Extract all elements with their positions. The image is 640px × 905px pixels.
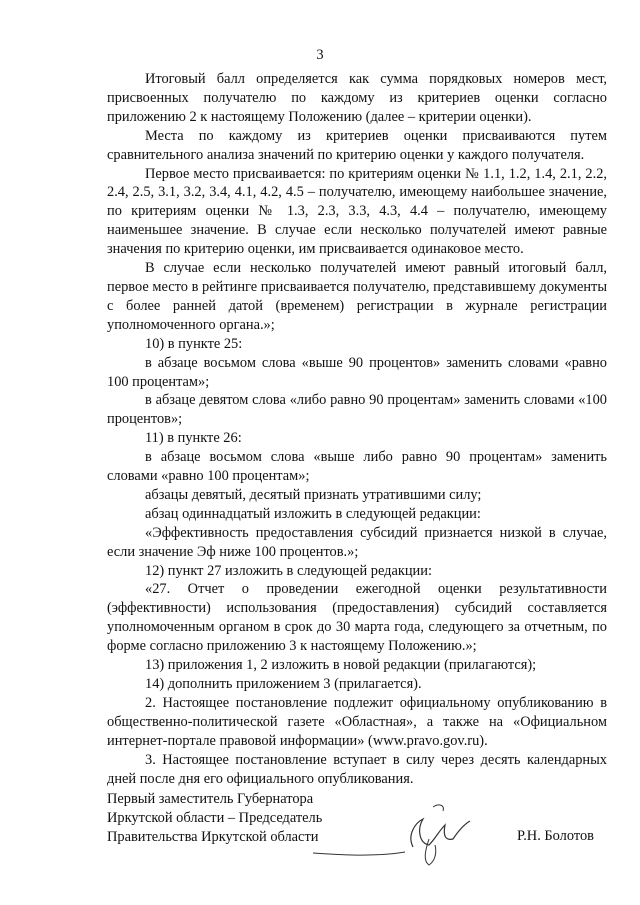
paragraph: 3. Настоящее постановление вступает в силу через десять календарных дней после дня его официального опубликования. bbox=[107, 751, 607, 787]
page-number: 3 bbox=[316, 47, 324, 63]
paragraph: В случае если несколько получателей имеют равный итоговый балл, первое место в рейтинге присваивается получателю, представившему документы с более ранней датой (временем) регистрации в журнале регистрации уполномоченного органа.»; bbox=[107, 260, 607, 333]
paragraph: Места по каждому из критериев оценки присваиваются путем сравнительного анализа значений по критерию оценки у каждого получателя. bbox=[107, 127, 607, 163]
paragraph: «27. Отчет о проведении ежегодной оценки результативности (эффективности) использования (предоставления) субсидий составляется уполномоченным органом в срок до 30 марта года, следующего за отчетным, по форме согласно приложению 3 к настоящему Положению.»; bbox=[107, 581, 607, 655]
paragraph: в абзаце восьмом слова «выше либо равно 90 процентам» заменить словами «равно 100 процентам»; bbox=[107, 449, 607, 485]
signatory-title-line: Правительства Иркутской области bbox=[107, 828, 319, 845]
paragraph: Итоговый балл определяется как сумма порядковых номеров мест, присвоенных получателю по каждому из критериев оценки согласно приложению 2 к настоящему Положению (далее – критерии оценки). bbox=[107, 71, 607, 125]
paragraph: в абзаце восьмом слова «выше 90 процентов» заменить словами «равно 100 процентам»; bbox=[107, 354, 607, 390]
paragraph: 11) в пункте 26: bbox=[145, 430, 242, 447]
paragraph: 2. Настоящее постановление подлежит официальному опубликованию в общественно-политической газете «Областная», а также на «Официальном интернет-портале правовой информации» (www.pravo.gov.ru). bbox=[107, 694, 607, 749]
paragraph: абзац одиннадцатый изложить в следующей редакции: bbox=[145, 505, 481, 522]
signatory-title-line: Первый заместитель Губернатора bbox=[107, 791, 314, 807]
document-body bbox=[107, 70, 607, 788]
paragraph: 13) приложения 1, 2 изложить в новой редакции (прилагаются); bbox=[145, 657, 537, 674]
paragraph: Первое место присваивается: по критериям оценки № 1.1, 1.2, 1.4, 2.1, 2.2, 2.4, 2.5, 3.1, 3.2, 3.4, 4.1, 4.2, 4.5 – получателю, имеющему наибольшее значение, по критериям оценки № 1.3, 2.3, 3.3, 4.3, 4.4 – получателю, имеющему наименьшее значение. В случае если несколько получателей имеют равные значения по критерию оценки, им присваивается одинаковое место. bbox=[107, 165, 607, 258]
paragraph: в абзаце девятом слова «либо равно 90 процентам» заменить словами «100 процентов»; bbox=[107, 392, 607, 428]
paragraph: абзацы девятый, десятый признать утратившими силу; bbox=[145, 486, 482, 503]
handwritten-signature bbox=[305, 795, 485, 875]
signatory-title-line: Иркутской области – Председатель bbox=[107, 809, 323, 826]
signatory-name: Р.Н. Болотов bbox=[517, 828, 594, 844]
paragraph: 12) пункт 27 изложить в следующей редакции: bbox=[145, 562, 432, 579]
paragraph: 14) дополнить приложением 3 (прилагается). bbox=[145, 676, 422, 692]
paragraph: 10) в пункте 25: bbox=[145, 335, 243, 352]
paragraph: «Эффективность предоставления субсидий признается низкой в случае, если значение Эф ниже 100 процентов.»; bbox=[107, 524, 607, 560]
signature-block bbox=[107, 790, 322, 847]
